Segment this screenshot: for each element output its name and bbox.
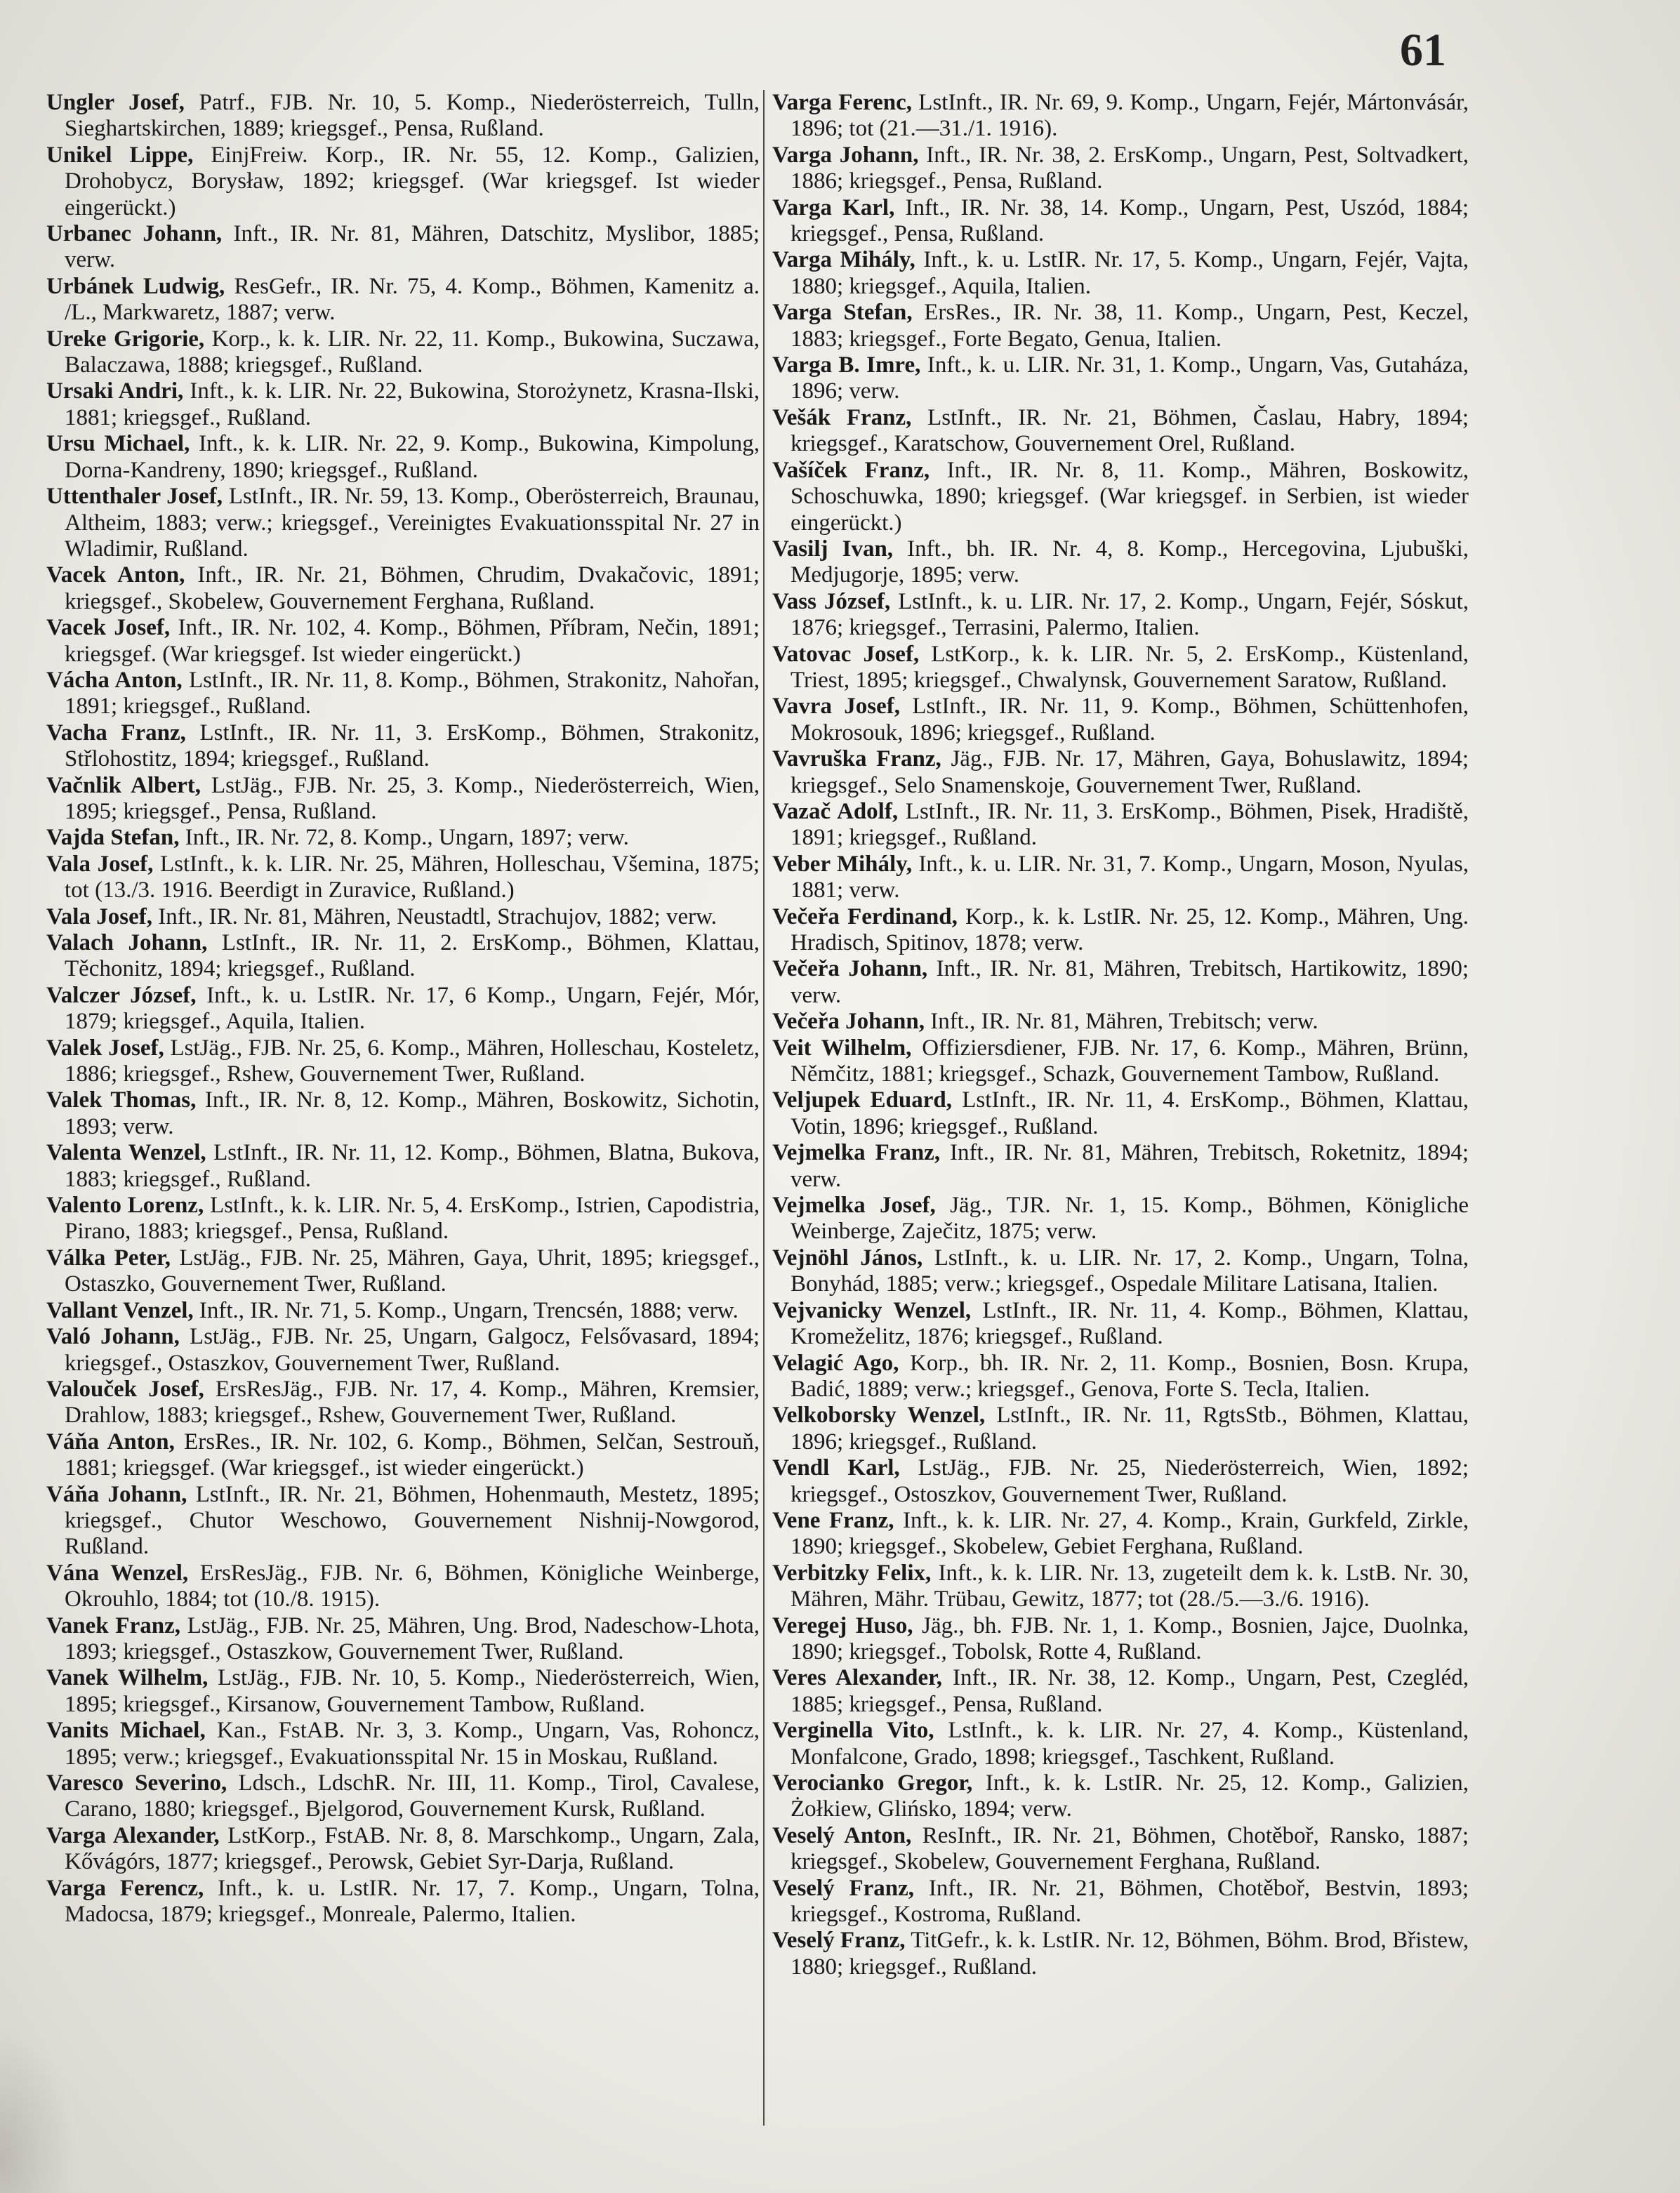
entry-details: Inft., IR. Nr. 72, 8. Komp., Ungarn, 1897; verw. bbox=[179, 825, 629, 851]
register-entry bbox=[46, 825, 760, 851]
register-entry bbox=[772, 458, 1469, 536]
entry-details: Ldsch., LdschR. Nr. III, 11. Komp., Tirol, Cavalese, Carano, 1880; kriegsgef., Bjelgorod, Gouvernement Kursk, Rußland. bbox=[65, 1770, 760, 1822]
entry-details: Inft., IR. Nr. 38, 14. Komp., Ungarn, Pest, Uszód, 1884; kriegsgef., Pensa, Rußland. bbox=[791, 194, 1469, 247]
entry-details: Kan., FstAB. Nr. 3, 3. Komp., Ungarn, Vas, Rohoncz, 1895; verw.; kriegsgef., Evakuationsspital Nr. 15 in Moskau, Rußland. bbox=[65, 1718, 760, 1770]
entry-name: Valczer József, bbox=[46, 982, 197, 1008]
entry-details: Inft., k. k. LstIR. Nr. 25, 12. Komp., Galizien, Żołkiew, Glińsko, 1894; verw. bbox=[791, 1770, 1469, 1822]
entry-name: Vána Wenzel, bbox=[46, 1560, 189, 1586]
entry-name: Való Johann, bbox=[46, 1324, 180, 1350]
entry-name: Vazač Adolf, bbox=[772, 798, 899, 824]
entry-details: Inft., IR. Nr. 102, 4. Komp., Böhmen, Příbram, Nečin, 1891; kriegsgef. (War kriegsgef. Ist wieder eingerückt.) bbox=[65, 615, 760, 667]
entry-details: LstInft., IR. Nr. 11, 3. ErsKomp., Böhmen, Strakonitz, Střlohostitz, 1894; kriegsgef., Rußland. bbox=[65, 720, 760, 772]
register-entry bbox=[46, 1482, 760, 1561]
register-entry bbox=[46, 1193, 760, 1245]
entry-details: LstJäg., FJB. Nr. 25, Mähren, Ung. Brod, Nadeschow-Lhota, 1893; kriegsgef., Ostaszkow, Gouvernement Twer, Rußland. bbox=[65, 1612, 760, 1664]
entry-name: Veres Alexander, bbox=[772, 1665, 943, 1691]
entry-details: Offiziersdiener, FJB. Nr. 17, 6. Komp., Mähren, Brünn, Němčitz, 1881; kriegsgef., Schazk, Gouvernement Tambow, Rußland. bbox=[791, 1035, 1469, 1087]
entry-details: Inft., IR. Nr. 81, Mähren, Trebitsch, Roketnitz, 1894; verw. bbox=[791, 1140, 1469, 1192]
entry-name: Vass József, bbox=[772, 588, 891, 614]
entry-name: Valento Lorenz, bbox=[46, 1193, 204, 1219]
register-entry bbox=[772, 642, 1469, 694]
entry-details: LstInft., IR. Nr. 21, Böhmen, Hohenmauth, Mestetz, 1895; kriegsgef., Chutor Weschowo, Gouvernement Nishnij-Nowgorod, Rußland. bbox=[65, 1481, 760, 1560]
entry-name: Vacek Josef, bbox=[46, 615, 171, 641]
entry-name: Vendl Karl, bbox=[772, 1455, 900, 1481]
entry-name: Varga Ferenc, bbox=[772, 90, 912, 115]
entry-name: Vejnöhl János, bbox=[772, 1245, 923, 1271]
entry-details: Jäg., TJR. Nr. 1, 15. Komp., Böhmen, Königliche Weinberge, Zaječitz, 1875; verw. bbox=[791, 1193, 1469, 1245]
entry-details: LstInft., IR. Nr. 59, 13. Komp., Oberösterreich, Braunau, Altheim, 1883; verw.; kriegsgef., Vereinigtes Evakuationsspital Nr. 27 in Wladimir, Rußland. bbox=[65, 484, 760, 562]
register-entry bbox=[46, 143, 760, 221]
register-entry bbox=[46, 1770, 760, 1823]
entry-name: Veselý Franz, bbox=[772, 1928, 906, 1954]
register-entry bbox=[772, 300, 1469, 352]
register-entry bbox=[772, 589, 1469, 642]
register-entry bbox=[46, 904, 760, 930]
entry-details: LstInft., IR. Nr. 11, 2. ErsKomp., Böhmen, Klattau, Těchonitz, 1894; kriegsgef., Rußland. bbox=[65, 930, 760, 982]
entry-name: Vašíček Franz, bbox=[772, 457, 930, 483]
entry-details: LstInft., k. u. LIR. Nr. 17, 2. Komp., Ungarn, Tolna, Bonyhád, 1885; verw.; kriegsgef., Ospedale Militare Latisana, Italien. bbox=[791, 1245, 1469, 1297]
entry-details: Inft., k. u. LIR. Nr. 31, 7. Komp., Ungarn, Moson, Nyulas, 1881; verw. bbox=[791, 851, 1469, 903]
register-entry bbox=[772, 1613, 1469, 1666]
entry-details: Inft., k. k. LIR. Nr. 22, Bukowina, Storożynetz, Krasna-Ilski, 1881; kriegsgef., Rußland. bbox=[65, 378, 760, 430]
entry-name: Valach Johann, bbox=[46, 930, 208, 955]
entry-name: Varga Ferencz, bbox=[46, 1875, 204, 1901]
column-divider bbox=[763, 90, 765, 2126]
entry-details: LstInft., IR. Nr. 69, 9. Komp., Ungarn, Fejér, Mártonvásár, 1896; tot (21.—31./1. 1916). bbox=[791, 90, 1469, 142]
register-entry bbox=[46, 773, 760, 826]
entry-name: Vacha Franz, bbox=[46, 720, 186, 746]
entry-name: Ursu Michael, bbox=[46, 431, 190, 457]
entry-details: Inft., IR. Nr. 81, Mähren, Trebitsch, Hartikowitz, 1890; verw. bbox=[791, 956, 1469, 1008]
entry-details: ResGefr., IR. Nr. 75, 4. Komp., Böhmen, Kamenitz a. /L., Markwaretz, 1887; verw. bbox=[65, 273, 760, 326]
register-entry bbox=[772, 1298, 1469, 1351]
entry-name: Varga B. Imre, bbox=[772, 352, 921, 378]
entry-details: LstInft., k. u. LIR. Nr. 17, 2. Komp., Ungarn, Fejér, Sóskut, 1876; kriegsgef., Terrasini, Palermo, Italien. bbox=[791, 588, 1469, 641]
entry-name: Vasilj Ivan, bbox=[772, 536, 894, 562]
entry-name: Vavra Josef, bbox=[772, 694, 900, 720]
entry-name: Varga Alexander, bbox=[46, 1822, 220, 1848]
entry-details: Inft., k. k. LIR. Nr. 22, 9. Komp., Bukowina, Kimpolung, Dorna-Kandreny, 1890; kriegsgef., Rußland. bbox=[65, 431, 760, 483]
entry-details: EinjFreiw. Korp., IR. Nr. 55, 12. Komp., Galizien, Drohobycz, Borysław, 1892; kriegsgef. (War kriegsgef. Ist wieder eingerückt.) bbox=[65, 142, 760, 220]
register-entry bbox=[46, 668, 760, 720]
register-entry bbox=[46, 615, 760, 668]
register-entry bbox=[46, 431, 760, 484]
register-entry bbox=[46, 221, 760, 274]
register-entry bbox=[772, 1009, 1469, 1035]
entry-name: Velagić Ago, bbox=[772, 1350, 899, 1376]
entry-name: Večeřa Johann, bbox=[772, 956, 928, 982]
entry-details: ErsRes., IR. Nr. 38, 11. Komp., Ungarn, Pest, Keczel, 1883; kriegsgef., Forte Begato, Genua, Italien. bbox=[791, 300, 1469, 352]
entry-name: Urbánek Ludwig, bbox=[46, 273, 225, 299]
entry-details: LstInft., k. k. LIR. Nr. 5, 4. ErsKomp., Istrien, Capodistria, Pirano, 1883; kriegsgef., Pensa, Rußland. bbox=[65, 1193, 760, 1245]
register-entry bbox=[46, 1876, 760, 1928]
register-entry bbox=[46, 1718, 760, 1770]
register-entry bbox=[46, 484, 760, 562]
entry-details: LstInft., IR. Nr. 11, RgtsStb., Böhmen, Klattau, 1896; kriegsgef., Rußland. bbox=[791, 1403, 1469, 1455]
register-entry bbox=[772, 1665, 1469, 1718]
entry-details: LstJäg., FJB. Nr. 25, Ungarn, Galgocz, Felsővasard, 1894; kriegsgef., Ostaszkov, Gouvernement Twer, Rußland. bbox=[65, 1324, 760, 1376]
entry-details: Patrf., FJB. Nr. 10, 5. Komp., Niederösterreich, Tulln, Sieghartskirchen, 1889; kriegsgef., Pensa, Rußland. bbox=[65, 90, 760, 142]
entry-details: LstInft., IR. Nr. 11, 4. ErsKomp., Böhmen, Klattau, Votin, 1896; kriegsgef., Rußland. bbox=[791, 1087, 1469, 1139]
register-entry bbox=[46, 1665, 760, 1718]
entry-details: TitGefr., k. k. LstIR. Nr. 12, Böhmen, Böhm. Brod, Břistew, 1880; kriegsgef., Rußland. bbox=[791, 1928, 1469, 1980]
register-entry bbox=[46, 1823, 760, 1876]
entry-name: Váňa Anton, bbox=[46, 1429, 175, 1455]
entry-details: Korp., k. k. LstIR. Nr. 25, 12. Komp., Mähren, Ung. Hradisch, Spitinov, 1878; verw. bbox=[791, 903, 1469, 955]
register-entry bbox=[772, 1035, 1469, 1088]
entry-name: Valouček Josef, bbox=[46, 1376, 204, 1402]
entry-name: Vešák Franz, bbox=[772, 404, 912, 430]
register-entry bbox=[46, 983, 760, 1035]
entry-details: LstKorp., k. k. LIR. Nr. 5, 2. ErsKomp., Küstenland, Triest, 1895; kriegsgef., Chwalynsk, Gouvernement Saratow, Rußland. bbox=[791, 641, 1469, 693]
entry-name: Večeřa Ferdinand, bbox=[772, 903, 958, 929]
entry-name: Vallant Venzel, bbox=[46, 1297, 194, 1323]
entry-name: Vácha Anton, bbox=[46, 667, 183, 693]
entry-name: Velkoborsky Wenzel, bbox=[772, 1403, 986, 1429]
entry-details: Inft., k. u. LIR. Nr. 31, 1. Komp., Ungarn, Vas, Gutaháza, 1896; verw. bbox=[791, 352, 1469, 404]
register-entry bbox=[772, 1561, 1469, 1613]
entry-details: Jäg., FJB. Nr. 17, Mähren, Gaya, Bohuslawitz, 1894; kriegsgef., Selo Snamenskoje, Gouvernement Twer, Rußland. bbox=[791, 746, 1469, 798]
entry-name: Varga Johann, bbox=[772, 142, 919, 168]
entry-name: Vejmelka Franz, bbox=[772, 1140, 941, 1166]
entry-details: Inft., IR. Nr. 21, Böhmen, Chrudim, Dvakačovic, 1891; kriegsgef., Skobelew, Gouvernement Ferghana, Rußland. bbox=[65, 562, 760, 614]
register-entry bbox=[772, 1718, 1469, 1770]
entry-details: LstJäg., FJB. Nr. 25, Niederösterreich, Wien, 1892; kriegsgef., Ostoszkov, Gouvernement Twer, Rußland. bbox=[791, 1455, 1469, 1507]
entry-details: Inft., IR. Nr. 71, 5. Komp., Ungarn, Trencsén, 1888; verw. bbox=[193, 1297, 739, 1323]
register-entry bbox=[46, 1377, 760, 1429]
entry-name: Veit Wilhelm, bbox=[772, 1035, 912, 1061]
entry-name: Ursaki Andri, bbox=[46, 378, 184, 404]
entry-details: Inft., IR. Nr. 8, 11. Komp., Mähren, Boskowitz, Schoschuwka, 1890; kriegsgef. (War kriegsgef. in Serbien, ist wieder eingerückt.) bbox=[791, 457, 1469, 536]
register-entry bbox=[46, 1035, 760, 1088]
register-entry bbox=[46, 930, 760, 983]
entry-details: Inft., bh. IR. Nr. 4, 8. Komp., Hercegovina, Ljubuški, Medjugorje, 1895; verw. bbox=[791, 536, 1469, 588]
entry-name: Válka Peter, bbox=[46, 1245, 171, 1271]
register-entry bbox=[46, 1324, 760, 1377]
entry-details: Korp., bh. IR. Nr. 2, 11. Komp., Bosnien, Bosn. Krupa, Badić, 1889; verw.; kriegsgef., Genova, Forte S. Tecla, Italien. bbox=[791, 1350, 1469, 1402]
entry-details: LstInft., IR. Nr. 11, 12. Komp., Böhmen, Blatna, Bukova, 1883; kriegsgef., Rußland. bbox=[65, 1140, 760, 1192]
entry-details: LstJäg., FJB. Nr. 25, 3. Komp., Niederösterreich, Wien, 1895; kriegsgef., Pensa, Rußland. bbox=[65, 772, 760, 824]
entry-name: Valenta Wenzel, bbox=[46, 1140, 206, 1166]
register-entry bbox=[772, 1245, 1469, 1298]
entry-details: Jäg., bh. FJB. Nr. 1, 1. Komp., Bosnien, Jajce, Duolnka, 1890; kriegsgef., Tobolsk, Rotte 4, Rußland. bbox=[791, 1612, 1469, 1664]
entry-name: Verbitzky Felix, bbox=[772, 1560, 932, 1586]
entry-name: Varga Karl, bbox=[772, 194, 895, 220]
entry-details: LstInft., IR. Nr. 11, 3. ErsKomp., Böhmen, Pisek, Hradiště, 1891; kriegsgef., Rußland. bbox=[791, 798, 1469, 851]
entry-details: LstInft., k. k. LIR. Nr. 25, Mähren, Holleschau, Všemina, 1875; tot (13./3. 1916. Beerdigt in Zuravice, Rußland.) bbox=[65, 851, 760, 903]
entry-name: Vajda Stefan, bbox=[46, 825, 180, 851]
register-entry bbox=[46, 1613, 760, 1666]
entry-name: Veljupek Eduard, bbox=[772, 1087, 953, 1113]
entry-details: Inft., k. k. LIR. Nr. 27, 4. Komp., Krain, Gurkfeld, Zirkle, 1890; kriegsgef., Skobelew, Gebiet Ferghana, Rußland. bbox=[791, 1507, 1469, 1560]
register-entry bbox=[46, 274, 760, 326]
register-entry bbox=[46, 1245, 760, 1298]
register-entry bbox=[772, 1351, 1469, 1403]
entry-name: Valek Thomas, bbox=[46, 1087, 197, 1113]
entry-name: Vala Josef, bbox=[46, 851, 154, 877]
register-entry bbox=[772, 1928, 1469, 1980]
entry-name: Varga Stefan, bbox=[772, 300, 913, 326]
entry-details: LstInft., IR. Nr. 11, 9. Komp., Böhmen, Schüttenhofen, Mokrosouk, 1896; kriegsgef., Rußland. bbox=[791, 694, 1469, 746]
entry-name: Ungler Josef, bbox=[46, 90, 185, 115]
entry-details: Inft., k. u. LstIR. Nr. 17, 5. Komp., Ungarn, Fejér, Vajta, 1880; kriegsgef., Aquila, Italien. bbox=[791, 247, 1469, 299]
register-entry bbox=[46, 1087, 760, 1140]
register-entry bbox=[772, 956, 1469, 1009]
register-entry bbox=[772, 1770, 1469, 1823]
page-number: 61 bbox=[1400, 25, 1446, 76]
register-entry bbox=[772, 1193, 1469, 1245]
register-entry bbox=[772, 195, 1469, 248]
right-column bbox=[772, 90, 1469, 1980]
entry-name: Vacek Anton, bbox=[46, 562, 185, 588]
entry-details: ErsResJäg., FJB. Nr. 6, Böhmen, Königliche Weinberge, Okrouhlo, 1884; tot (10./8. 1915). bbox=[65, 1560, 760, 1612]
register-entry bbox=[772, 1140, 1469, 1193]
register-entry bbox=[46, 562, 760, 615]
entry-details: Inft., IR. Nr. 81, Mähren, Neustadtl, Strachujov, 1882; verw. bbox=[152, 903, 717, 929]
entry-details: LstJäg., FJB. Nr. 10, 5. Komp., Niederösterreich, Wien, 1895; kriegsgef., Kirsanow, Gouvernement Tambow, Rußland. bbox=[65, 1665, 760, 1717]
entry-details: LstKorp., FstAB. Nr. 8, 8. Marschkomp., Ungarn, Zala, Kővágórs, 1877; kriegsgef., Perowsk, Gebiet Syr-Darja, Rußland. bbox=[65, 1822, 760, 1875]
register-entry bbox=[772, 1403, 1469, 1455]
entry-name: Urbanec Johann, bbox=[46, 221, 223, 247]
entry-name: Vanits Michael, bbox=[46, 1718, 206, 1744]
entry-details: Inft., k. k. LIR. Nr. 13, zugeteilt dem k. k. LstB. Nr. 30, Mähren, Mähr. Trübau, Gewitz, 1877; tot (28./5.—3./6. 1916). bbox=[791, 1560, 1469, 1612]
register-entry bbox=[46, 378, 760, 431]
entry-name: Uttenthaler Josef, bbox=[46, 484, 223, 510]
entry-details: LstJäg., FJB. Nr. 25, 6. Komp., Mähren, Holleschau, Kosteletz, 1886; kriegsgef., Rshew, Gouvernement Twer, Rußland. bbox=[65, 1035, 760, 1087]
entry-name: Váňa Johann, bbox=[46, 1481, 187, 1507]
torn-corner bbox=[0, 2022, 77, 2193]
register-entry bbox=[772, 1823, 1469, 1876]
entry-details: LstInft., k. k. LIR. Nr. 27, 4. Komp., Küstenland, Monfalcone, Grado, 1898; kriegsgef., Taschkent, Rußland. bbox=[791, 1718, 1469, 1770]
register-entry bbox=[772, 90, 1469, 143]
entry-name: Valek Josef, bbox=[46, 1035, 164, 1061]
entry-name: Vene Franz, bbox=[772, 1507, 894, 1533]
register-entry bbox=[772, 799, 1469, 852]
entry-name: Vejvanicky Wenzel, bbox=[772, 1297, 972, 1323]
entry-name: Veregej Huso, bbox=[772, 1612, 913, 1638]
entry-details: ErsResJäg., FJB. Nr. 17, 4. Komp., Mähren, Kremsier, Drahlow, 1883; kriegsgef., Rshew, Gouvernement Twer, Rußland. bbox=[65, 1376, 760, 1429]
entry-details: LstInft., IR. Nr. 11, 8. Komp., Böhmen, Strakonitz, Nahořan, 1891; kriegsgef., Rußland. bbox=[65, 667, 760, 720]
register-entry bbox=[772, 1876, 1469, 1928]
register-entry bbox=[772, 247, 1469, 300]
register-entry bbox=[772, 746, 1469, 799]
entry-details: Inft., IR. Nr. 81, Mähren, Datschitz, Myslibor, 1885; verw. bbox=[65, 221, 760, 273]
entry-details: Inft., IR. Nr. 21, Böhmen, Chotěboř, Bestvin, 1893; kriegsgef., Kostroma, Rußland. bbox=[791, 1875, 1469, 1928]
register-entry bbox=[46, 720, 760, 773]
entry-name: Verginella Vito, bbox=[772, 1718, 934, 1744]
register-entry bbox=[772, 536, 1469, 589]
register-entry bbox=[772, 852, 1469, 904]
register-entry bbox=[772, 694, 1469, 746]
entry-details: Inft., IR. Nr. 81, Mähren, Trebitsch; verw. bbox=[924, 1009, 1318, 1035]
entry-name: Veber Mihály, bbox=[772, 851, 913, 877]
register-entry bbox=[772, 352, 1469, 405]
register-entry bbox=[772, 904, 1469, 957]
entry-name: Veselý Franz, bbox=[772, 1875, 914, 1901]
entry-name: Ureke Grigorie, bbox=[46, 326, 205, 352]
entry-name: Verocianko Gregor, bbox=[772, 1770, 973, 1796]
entry-name: Veselý Anton, bbox=[772, 1822, 912, 1848]
register-entry bbox=[46, 1561, 760, 1613]
register-entry bbox=[772, 1455, 1469, 1508]
entry-name: Vejmelka Josef, bbox=[772, 1193, 936, 1219]
entry-name: Varesco Severino, bbox=[46, 1770, 227, 1796]
entry-name: Vanek Franz, bbox=[46, 1612, 180, 1638]
register-entry bbox=[772, 1087, 1469, 1140]
entry-name: Varga Mihály, bbox=[772, 247, 915, 273]
register-entry bbox=[772, 1508, 1469, 1561]
entry-details: LstInft., IR. Nr. 11, 4. Komp., Böhmen, Klattau, Kromeželitz, 1876; kriegsgef., Rußland. bbox=[791, 1297, 1469, 1350]
entry-details: Inft., k. u. LstIR. Nr. 17, 6 Komp., Ungarn, Fejér, Mór, 1879; kriegsgef., Aquila, Italien. bbox=[65, 982, 760, 1035]
entry-name: Večeřa Johann, bbox=[772, 1009, 925, 1035]
register-entry bbox=[46, 1140, 760, 1193]
register-entry bbox=[46, 852, 760, 904]
entry-details: Inft., IR. Nr. 38, 12. Komp., Ungarn, Pest, Czegléd, 1885; kriegsgef., Pensa, Rußland. bbox=[791, 1665, 1469, 1717]
entry-details: Inft., IR. Nr. 8, 12. Komp., Mähren, Boskowitz, Sichotin, 1893; verw. bbox=[65, 1087, 760, 1139]
entry-details: Inft., IR. Nr. 38, 2. ErsKomp., Ungarn, Pest, Soltvadkert, 1886; kriegsgef., Pensa, Rußland. bbox=[791, 142, 1469, 194]
register-entry bbox=[46, 326, 760, 379]
entry-name: Vatovac Josef, bbox=[772, 641, 920, 667]
register-entry bbox=[46, 1429, 760, 1482]
entry-name: Vačnlik Albert, bbox=[46, 772, 201, 798]
entry-name: Vanek Wilhelm, bbox=[46, 1665, 209, 1691]
entry-name: Vala Josef, bbox=[46, 903, 152, 929]
entry-details: LstJäg., FJB. Nr. 25, Mähren, Gaya, Uhrit, 1895; kriegsgef., Ostaszko, Gouvernement Twer, Rußland. bbox=[65, 1245, 760, 1297]
register-entry bbox=[772, 405, 1469, 458]
entry-name: Vavruška Franz, bbox=[772, 746, 941, 772]
register-entry bbox=[772, 143, 1469, 195]
entry-details: ResInft., IR. Nr. 21, Böhmen, Chotěboř, Ransko, 1887; kriegsgef., Skobelew, Gouvernement Ferghana, Rußland. bbox=[791, 1822, 1469, 1875]
entry-details: LstInft., IR. Nr. 21, Böhmen, Časlau, Habry, 1894; kriegsgef., Karatschow, Gouvernement Orel, Rußland. bbox=[791, 404, 1469, 457]
entry-name: Unikel Lippe, bbox=[46, 142, 194, 168]
left-column bbox=[46, 90, 760, 1928]
entry-details: Korp., k. k. LIR. Nr. 22, 11. Komp., Bukowina, Suczawa, Balaczawa, 1888; kriegsgef., Rußland. bbox=[65, 326, 760, 378]
entry-details: ErsRes., IR. Nr. 102, 6. Komp., Böhmen, Selčan, Sestrouň, 1881; kriegsgef. (War kriegsgef., ist wieder eingerückt.) bbox=[65, 1429, 760, 1481]
entry-details: Inft., k. u. LstIR. Nr. 17, 7. Komp., Ungarn, Tolna, Madocsa, 1879; kriegsgef., Monreale, Palermo, Italien. bbox=[65, 1875, 760, 1928]
register-entry bbox=[46, 1298, 760, 1324]
register-entry bbox=[46, 90, 760, 143]
